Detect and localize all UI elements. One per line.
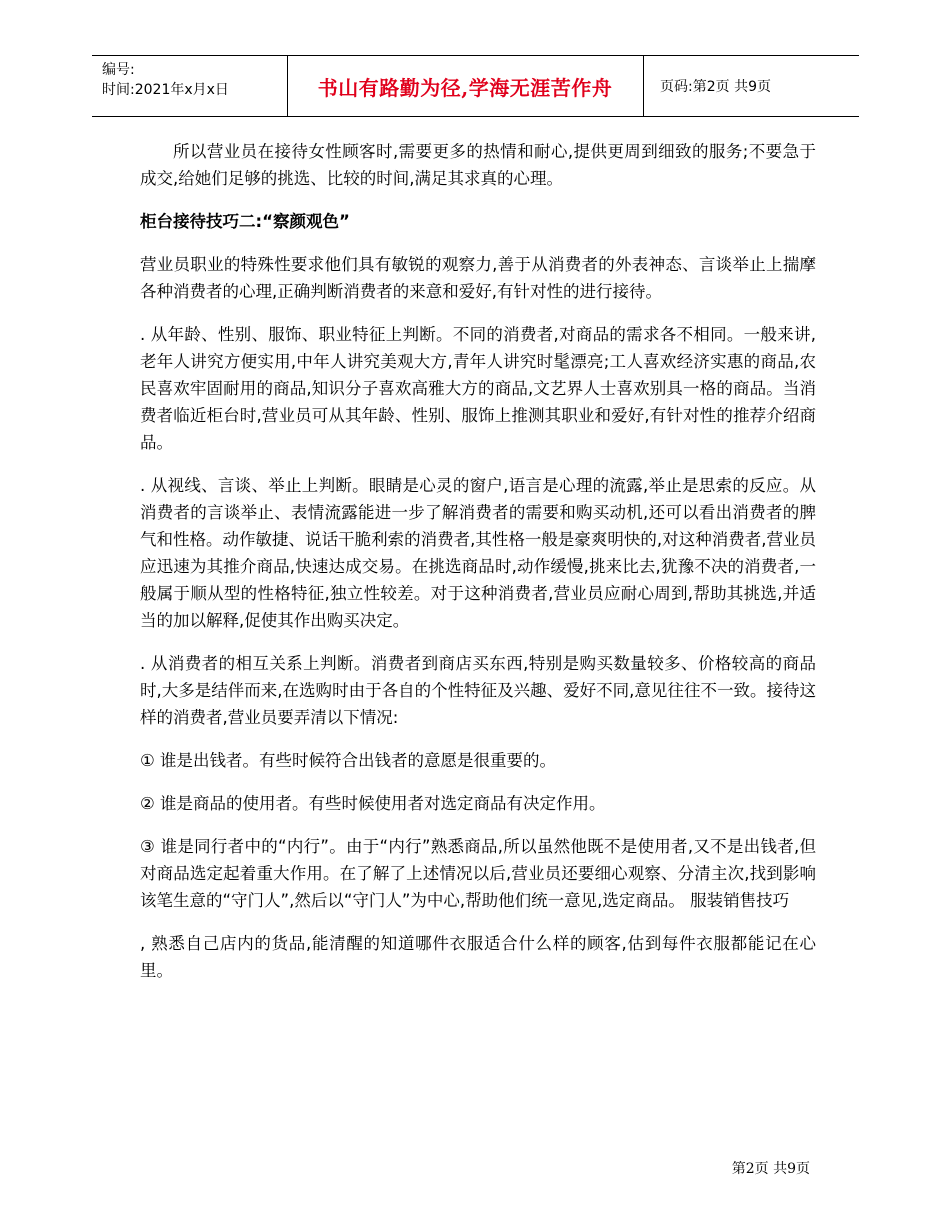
- list-item-3: ③ 谁是同行者中的“内行”。由于“内行”熟悉商品,所以虽然他既不是使用者,又不是出钱者,但对商品选定起着重大作用。在了解了上述情况以后,营业员还要细心观察、分清主次,找到影响该笔生意的“守门人”,然后以“守门人”为中心,帮助他们统一意见,选定商品。 服装销售技巧: [140, 837, 816, 910]
- header-page-info: 页码:第2页 共9页: [660, 79, 771, 95]
- serial-label: 编号:: [102, 62, 135, 78]
- time-label: 时间:2021年x月x日: [102, 82, 229, 98]
- paragraph-1: 所以营业员在接待女性顾客时,需要更多的热情和耐心,提供更周到细致的服务;不要急于成交,给她们足够的挑选、比较的时间,满足其求真的心理。: [140, 142, 816, 188]
- header-meta: [102, 60, 282, 100]
- page-footer: 第2页 共9页: [731, 1161, 810, 1177]
- header-motto: 书山有路勤为径,学海无涯苦作舟: [317, 75, 613, 100]
- header-divider-right: [643, 56, 644, 116]
- paragraph-5: . 从消费者的相互关系上判断。消费者到商店买东西,特别是购买数量较多、价格较高的商品时,大多是结伴而来,在选购时由于各自的个性特征及兴趣、爱好不同,意见往往不一致。接待这样的消费者,营业员要弄清以下情况:: [140, 654, 816, 727]
- paragraph-2: 营业员职业的特殊性要求他们具有敏锐的观察力,善于从消费者的外表神态、言谈举止上揣摩各种消费者的心理,正确判断消费者的来意和爱好,有针对性的进行接待。: [140, 255, 816, 301]
- list-item-2: ② 谁是商品的使用者。有些时候使用者对选定商品有决定作用。: [140, 794, 606, 813]
- document-body: [140, 138, 816, 1000]
- page-header: [92, 55, 859, 117]
- section-heading: 柜台接待技巧二:“察颜观色”: [140, 212, 350, 231]
- paragraph-6: , 熟悉自己店内的货品,能清醒的知道哪件衣服适合什么样的顾客,估到每件衣服都能记在心里。: [140, 934, 816, 980]
- list-item-1: ① 谁是出钱者。有些时候符合出钱者的意愿是很重要的。: [140, 751, 557, 770]
- paragraph-3: . 从年龄、性别、服饰、职业特征上判断。不同的消费者,对商品的需求各不相同。一般来讲,老年人讲究方便实用,中年人讲究美观大方,青年人讲究时髦漂亮;工人喜欢经济实惠的商品,农民喜欢牢固耐用的商品,知识分子喜欢高雅大方的商品,文艺界人士喜欢别具一格的商品。当消费者临近柜台时,营业员可从其年龄、性别、服饰上推测其职业和爱好,有针对性的推荐介绍商品。: [140, 325, 816, 452]
- paragraph-4: . 从视线、言谈、举止上判断。眼睛是心灵的窗户,语言是心理的流露,举止是思索的反应。从消费者的言谈举止、表情流露能进一步了解消费者的需要和购买动机,还可以看出消费者的脾气和性格。动作敏捷、说话干脆利索的消费者,其性格一般是豪爽明快的,对这种消费者,营业员应迅速为其推介商品,快速达成交易。在挑选商品时,动作缓慢,挑来比去,犹豫不决的消费者,一般属于顺从型的性格特征,独立性较差。对于这种消费者,营业员应耐心周到,帮助其挑选,并适当的加以解释,促使其作出购买决定。: [140, 476, 816, 630]
